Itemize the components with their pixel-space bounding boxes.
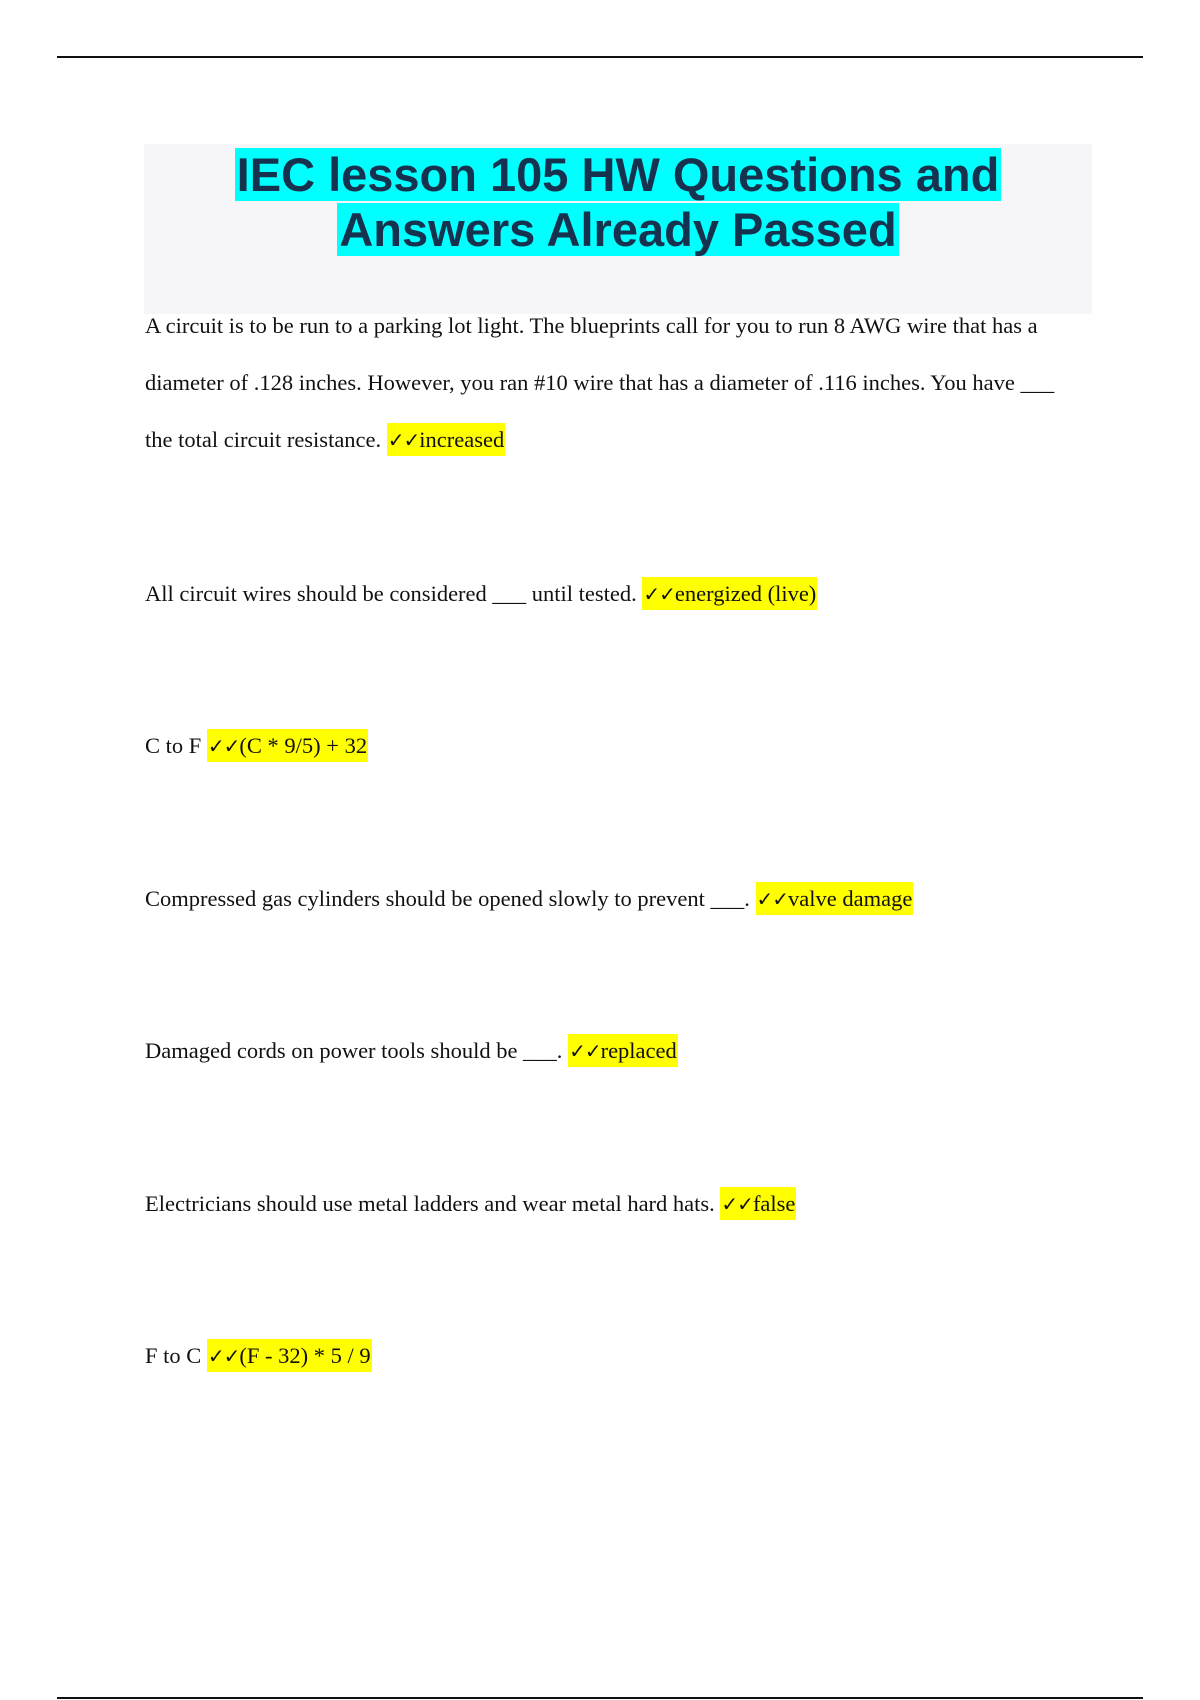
answer-highlight xyxy=(720,1187,796,1220)
qa-item-7 xyxy=(145,1327,1085,1385)
answer-text: replaced xyxy=(600,1038,677,1063)
answer-highlight xyxy=(568,1034,678,1067)
answer-text: false xyxy=(752,1191,796,1216)
qa-item-4 xyxy=(145,870,1085,928)
double-check-icon: ✓✓ xyxy=(207,734,240,758)
double-check-icon: ✓✓ xyxy=(387,428,420,452)
double-check-icon: ✓✓ xyxy=(569,1039,601,1063)
question-text: Compressed gas cylinders should be opened slowly to prevent ___. xyxy=(145,886,750,911)
double-check-icon: ✓✓ xyxy=(207,1344,240,1368)
double-check-icon: ✓✓ xyxy=(721,1192,753,1216)
question-text: Damaged cords on power tools should be ___. xyxy=(145,1038,563,1063)
qa-item-2 xyxy=(145,565,1085,623)
answer-text: energized (live) xyxy=(674,581,817,606)
double-check-icon: ✓✓ xyxy=(643,582,675,606)
qa-item-3 xyxy=(145,717,1085,775)
question-text: F to C xyxy=(145,1343,202,1368)
bottom-rule xyxy=(57,1697,1143,1699)
answer-text: (C * 9/5) + 32 xyxy=(239,733,368,758)
double-check-icon: ✓✓ xyxy=(756,887,789,911)
answer-highlight xyxy=(387,423,505,456)
question-text: C to F xyxy=(145,733,202,758)
top-rule xyxy=(57,56,1143,58)
qa-item-1 xyxy=(145,297,1085,469)
answer-highlight xyxy=(207,729,368,762)
answer-text: (F - 32) * 5 / 9 xyxy=(239,1343,371,1368)
title-line-2: Answers Already Passed xyxy=(339,203,897,256)
answer-text: valve damage xyxy=(788,886,913,911)
title-line-1: IEC lesson 105 HW Questions and xyxy=(236,148,1000,201)
answer-text: increased xyxy=(419,427,505,452)
question-text: All circuit wires should be considered ___ until tested. xyxy=(145,581,637,606)
answer-highlight xyxy=(642,577,817,610)
question-text: A circuit is to be run to a parking lot light. The blueprints call for you to run 8 AWG wire that has a diameter of .128 inches. However, you ran #10 wire that has a diameter of .116 inches. You have ___ the total circuit resistance. xyxy=(145,313,1055,452)
answer-highlight xyxy=(756,882,914,915)
answer-highlight xyxy=(207,1339,372,1372)
title-block xyxy=(144,144,1092,314)
question-text: Electricians should use metal ladders and wear metal hard hats. xyxy=(145,1191,715,1216)
document-title xyxy=(144,144,1092,257)
qa-item-5 xyxy=(145,1022,1085,1080)
qa-item-6 xyxy=(145,1175,1085,1233)
